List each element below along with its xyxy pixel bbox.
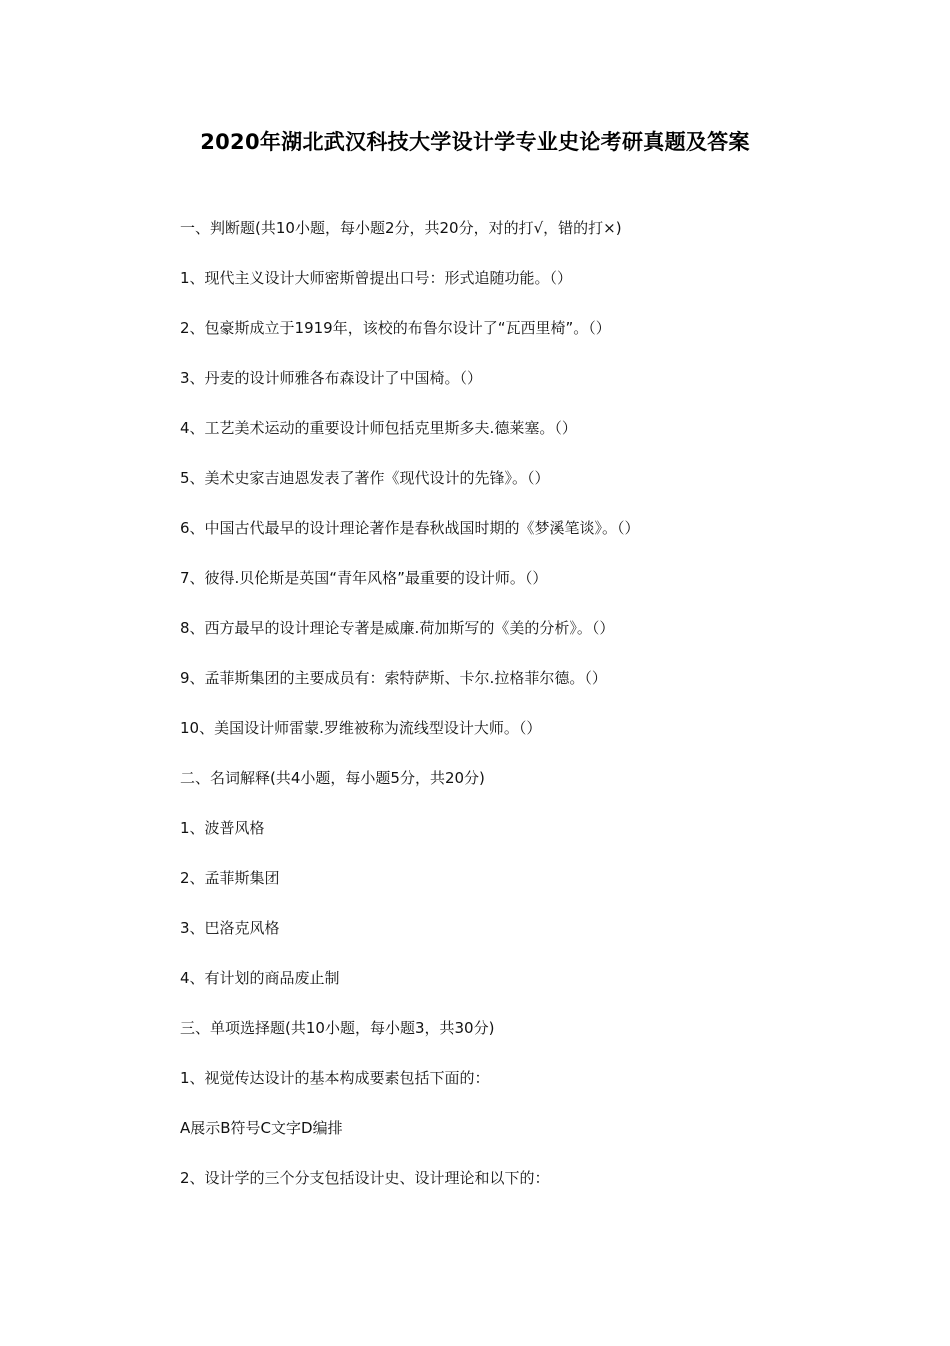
question-line: 7、彼得.贝伦斯是英国“青年风格”最重要的设计师。（） — [180, 569, 548, 587]
question-line: 1、视觉传达设计的基本构成要素包括下面的： — [180, 1069, 490, 1087]
section-heading-true-false: 一、判断题(共10小题，每小题2分，共20分，对的打√，错的打×) — [180, 219, 622, 237]
document-body — [180, 213, 880, 1213]
question-line: 2、包豪斯成立于1919年，该校的布鲁尔设计了“瓦西里椅”。（） — [180, 319, 611, 337]
question-line: 3、巴洛克风格 — [180, 919, 280, 937]
question-line: 3、丹麦的设计师雅各布森设计了中国椅。（） — [180, 369, 483, 387]
question-line: 6、中国古代最早的设计理论著作是春秋战国时期的《梦溪笔谈》。（） — [180, 519, 640, 537]
question-line: 8、西方最早的设计理论专著是威廉.荷加斯写的《美的分析》。（） — [180, 619, 615, 637]
document-title: 2020年湖北武汉科技大学设计学专业史论考研真题及答案 — [200, 130, 750, 154]
question-line: 9、孟菲斯集团的主要成员有：索特萨斯、卡尔.拉格菲尔德。（） — [180, 669, 607, 687]
question-line: 1、波普风格 — [180, 819, 265, 837]
question-line: 2、设计学的三个分支包括设计史、设计理论和以下的： — [180, 1169, 550, 1187]
section-heading-terms: 二、名词解释(共4小题，每小题5分，共20分) — [180, 769, 485, 787]
question-line: 4、工艺美术运动的重要设计师包括克里斯多夫.德莱塞。（） — [180, 419, 577, 437]
question-line: 5、美术史家吉迪恩发表了著作《现代设计的先锋》。（） — [180, 469, 550, 487]
question-line: 2、孟菲斯集团 — [180, 869, 280, 887]
answer-options: A展示B符号C文字D编排 — [180, 1119, 343, 1137]
question-line: 10、美国设计师雷蒙.罗维被称为流线型设计大师。（） — [180, 719, 542, 737]
question-line: 1、现代主义设计大师密斯曾提出口号：形式追随功能。（） — [180, 269, 573, 287]
question-line: 4、有计划的商品废止制 — [180, 969, 340, 987]
section-heading-multiple-choice: 三、单项选择题(共10小题，每小题3，共30分) — [180, 1019, 495, 1037]
